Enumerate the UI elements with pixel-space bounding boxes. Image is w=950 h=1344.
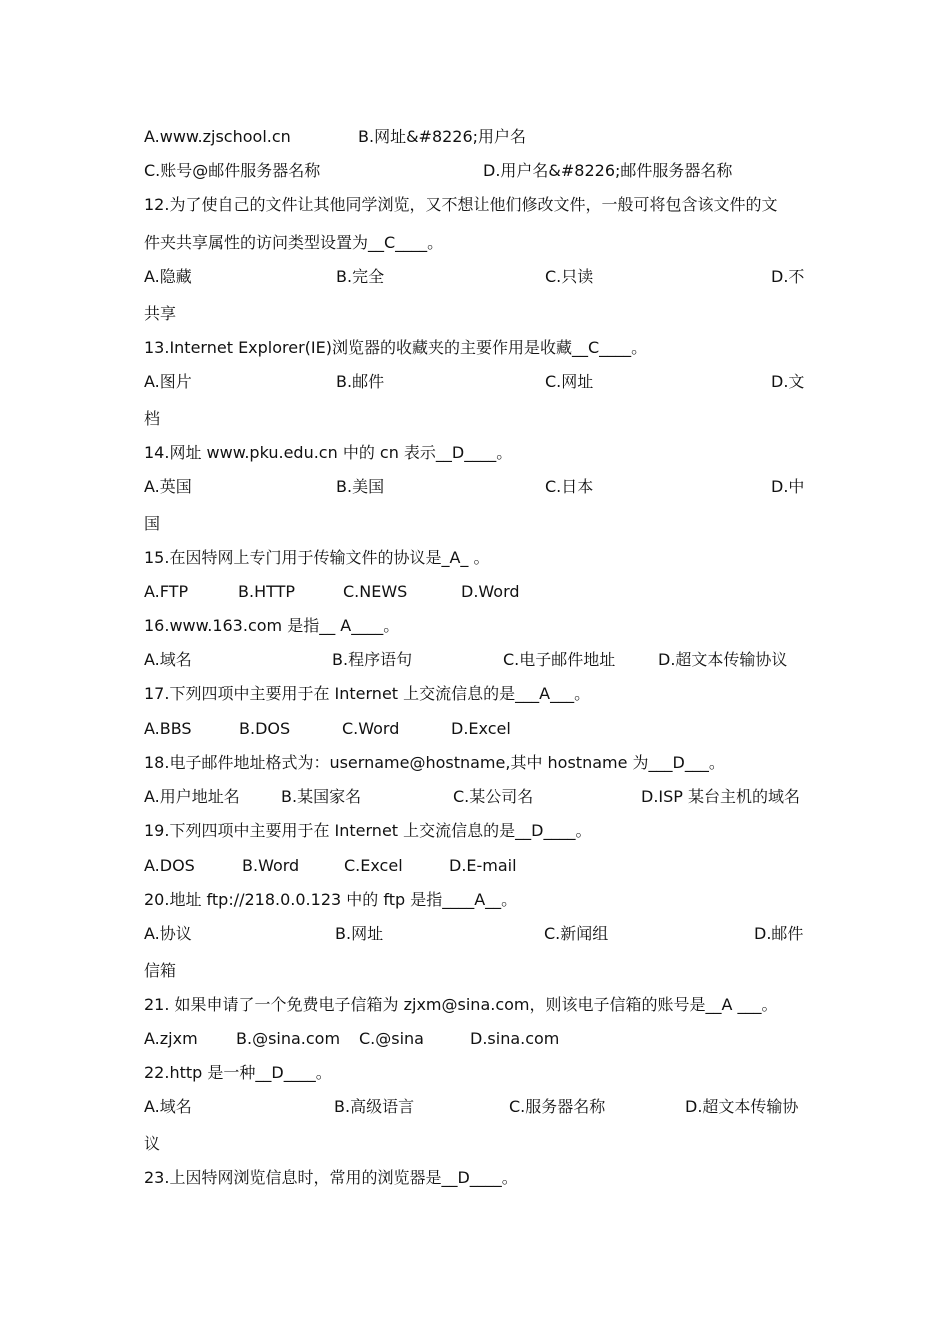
question-text: 12.为了使自己的文件让其他同学浏览，又不想让他们修改文件，一般可将包含该文件的文 <box>144 195 778 214</box>
option-text: 信箱 <box>144 961 177 980</box>
question-text: 13.Internet Explorer(IE)浏览器的收藏夹的主要作用是收藏__C____。 <box>144 338 648 357</box>
option-text: B.Word <box>242 856 300 875</box>
option-text: D.用户名&#8226;邮件服务器名称 <box>483 161 733 180</box>
question-text: 21. 如果申请了一个免费电子信箱为 zjxm@sina.com，则该电子信箱的账号是__A ___。 <box>144 995 778 1014</box>
question-text: 16.www.163.com 是指__ A____。 <box>144 616 400 635</box>
question-text: 17.下列四项中主要用于在 Internet 上交流信息的是___A___。 <box>144 684 591 703</box>
option-text: C.Word <box>342 719 400 738</box>
option-text: D.文 <box>771 372 805 391</box>
option-text: 国 <box>144 514 161 533</box>
option-text: A.域名 <box>144 650 192 669</box>
option-text: 议 <box>144 1134 161 1153</box>
option-text: C.Excel <box>344 856 403 875</box>
option-text: C.电子邮件地址 <box>503 650 616 669</box>
option-text: B.美国 <box>336 477 385 496</box>
question-text: 18.电子邮件地址格式为：username@hostname,其中 hostname 为___D___。 <box>144 753 725 772</box>
question-text: 22.http 是一种__D____。 <box>144 1063 332 1082</box>
question-text: 19.下列四项中主要用于在 Internet 上交流信息的是__D____。 <box>144 821 592 840</box>
option-text: C.账号@邮件服务器名称 <box>144 161 321 180</box>
option-text: B.某国家名 <box>281 787 362 806</box>
option-text: C.网址 <box>545 372 594 391</box>
option-text: D.Excel <box>451 719 511 738</box>
option-text: B.网址&#8226;用户名 <box>358 127 527 146</box>
option-text: D.Word <box>461 582 520 601</box>
option-text: A.DOS <box>144 856 195 875</box>
option-text: B.HTTP <box>238 582 296 601</box>
question-text: 15.在因特网上专门用于传输文件的协议是_A_ 。 <box>144 548 490 567</box>
option-text: A.zjxm <box>144 1029 198 1048</box>
option-text: A.用户地址名 <box>144 787 240 806</box>
option-text: C.@sina <box>359 1029 424 1048</box>
option-text: A.英国 <box>144 477 192 496</box>
option-text: B.邮件 <box>336 372 385 391</box>
option-text: B.完全 <box>336 267 385 286</box>
option-text: D.中 <box>771 477 805 496</box>
option-text: D.ISP 某台主机的域名 <box>641 787 801 806</box>
option-text: A.协议 <box>144 924 192 943</box>
option-text: D.sina.com <box>470 1029 560 1048</box>
option-text: B.@sina.com <box>236 1029 341 1048</box>
option-text: C.日本 <box>545 477 594 496</box>
question-text: 23.上因特网浏览信息时，常用的浏览器是__D____。 <box>144 1168 518 1187</box>
option-text: C.新闻组 <box>544 924 609 943</box>
question-text: 20.地址 ftp://218.0.0.123 中的 ftp 是指____A__。 <box>144 890 518 909</box>
question-text: 件夹共享属性的访问类型设置为__C____。 <box>144 233 444 252</box>
option-text: D.不 <box>771 267 805 286</box>
option-text: C.服务器名称 <box>509 1097 606 1116</box>
option-text: A.BBS <box>144 719 192 738</box>
option-text: A.隐藏 <box>144 267 192 286</box>
option-text: B.高级语言 <box>334 1097 415 1116</box>
option-text: C.只读 <box>545 267 594 286</box>
option-text: D.超文本传输协 <box>685 1097 799 1116</box>
option-text: A.域名 <box>144 1097 192 1116</box>
option-text: A.图片 <box>144 372 192 391</box>
option-text: B.网址 <box>335 924 384 943</box>
option-text: C.NEWS <box>343 582 408 601</box>
option-text: D.邮件 <box>754 924 804 943</box>
question-text: 14.网址 www.pku.edu.cn 中的 cn 表示__D____。 <box>144 443 513 462</box>
option-text: A.FTP <box>144 582 189 601</box>
option-text: C.某公司名 <box>453 787 534 806</box>
option-text: D.超文本传输协议 <box>658 650 788 669</box>
option-text: A.www.zjschool.cn <box>144 127 291 146</box>
option-text: 档 <box>144 409 161 428</box>
option-text: 共享 <box>144 304 177 323</box>
option-text: D.E-mail <box>449 856 517 875</box>
option-text: B.DOS <box>239 719 291 738</box>
option-text: B.程序语句 <box>332 650 413 669</box>
